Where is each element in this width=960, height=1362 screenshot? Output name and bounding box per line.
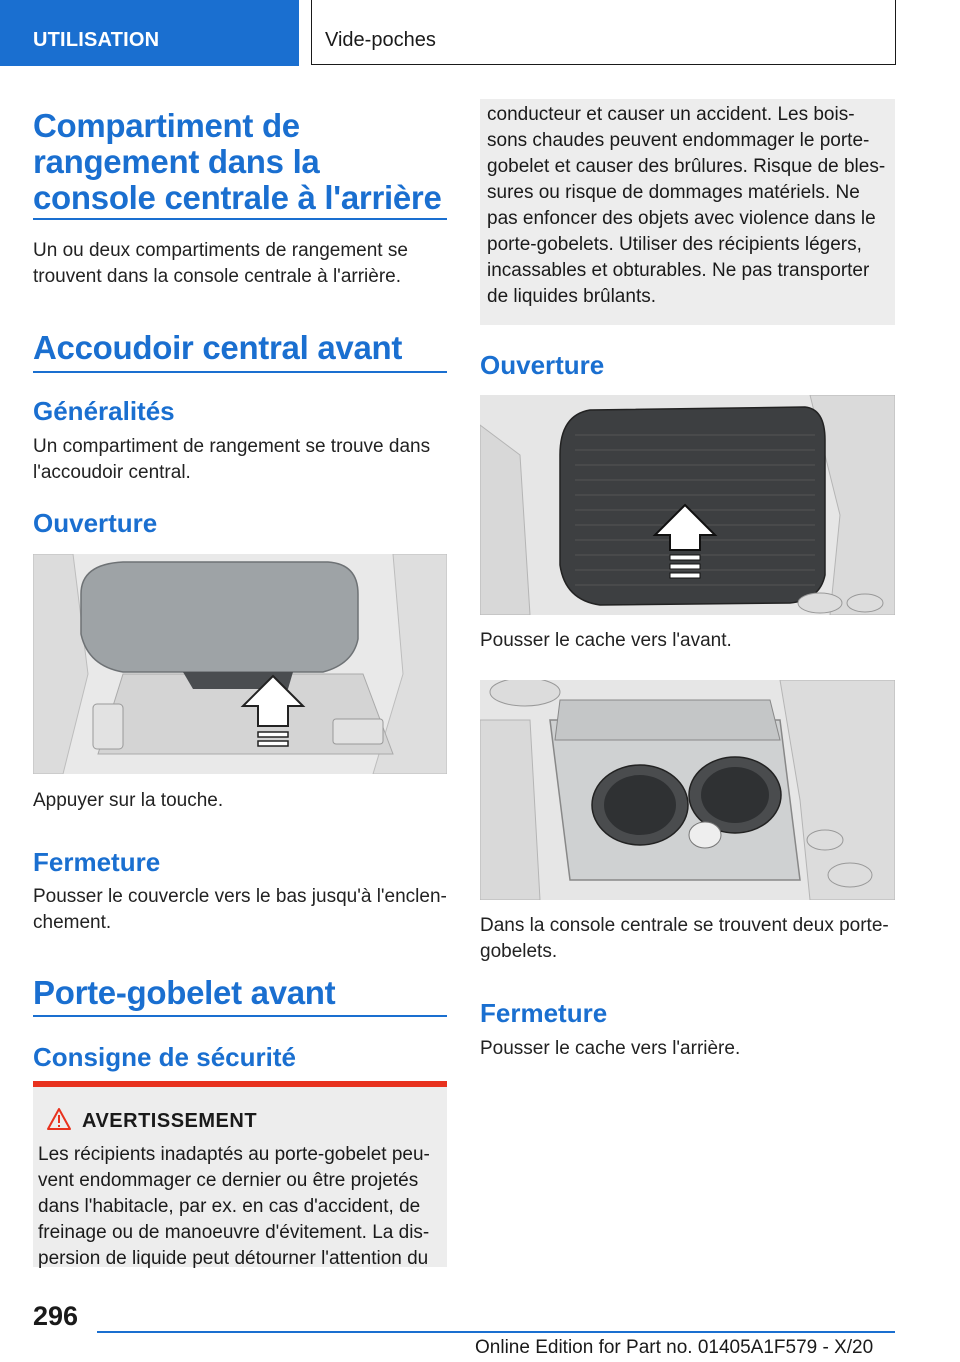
paragraph-closing: Pousser le couvercle vers le bas jusqu'à l'enclen-chement. xyxy=(33,886,447,933)
armrest-drawing xyxy=(33,554,447,774)
subheading-closing: Fermeture xyxy=(33,847,161,877)
caption-armrest: Appuyer sur la touche. xyxy=(33,790,224,811)
heading-rear-console: Compartiment de rangement dans la console centrale à l'arrière xyxy=(33,107,442,216)
footer-rule xyxy=(97,1331,895,1333)
warning-text-part1: Les récipients inadaptés au porte-gobelet peu-vent endommager ce dernier ou être projetés dans l'habitacle, par ex. en cas d'accident, de freinage ou de manoeuvre d'évitement. La dis-persion de liquide peut détourner l'attention du xyxy=(38,1144,430,1269)
heading-armrest: Accoudoir central avant xyxy=(33,329,403,366)
heading-cupholder: Porte-gobelet avant xyxy=(33,974,336,1011)
subheading-opening-right: Ouverture xyxy=(480,350,605,380)
subheading-closing-right: Fermeture xyxy=(480,998,608,1028)
paragraph-closing-right: Pousser le cache vers l'arrière. xyxy=(480,1038,741,1059)
armrest-illustration xyxy=(33,554,447,774)
heading-rule xyxy=(33,371,447,373)
chapter-tab xyxy=(0,0,299,66)
subheading-opening: Ouverture xyxy=(33,508,158,538)
heading-rule xyxy=(33,218,447,220)
subheading-safety: Consigne de sécurité xyxy=(33,1042,296,1072)
warning-triangle-icon xyxy=(46,1107,72,1131)
warning-title: AVERTISSEMENT xyxy=(82,1110,258,1132)
console-cover-illustration xyxy=(480,395,895,615)
console-cover-drawing xyxy=(480,395,895,615)
page-number: 296 xyxy=(33,1301,79,1331)
section-tab xyxy=(311,0,896,65)
cupholders-drawing xyxy=(480,680,895,900)
caption-cupholders: Dans la console centrale se trouvent deux porte-gobelets. xyxy=(480,915,889,962)
caption-cover: Pousser le cache vers l'avant. xyxy=(480,630,732,651)
warning-text-part2: conducteur et causer un accident. Les bois-sons chaudes peuvent endommager le porte-gobelet et causer des brûlures. Risque de bles-sures ou risque de dommages matériels. Ne pas enfoncer des objets avec violence dans le porte-gobelets. Utiliser des récipients légers, incassables et obturables. Ne pas transporter de liquides brûlants. xyxy=(487,104,886,307)
warning-bar xyxy=(33,1081,447,1087)
edition-note: Online Edition for Part no. 01405A1F579 - X/20 xyxy=(475,1337,874,1358)
paragraph-rear-console: Un ou deux compartiments de rangement se trouvent dans la console centrale à l'arrière. xyxy=(33,240,408,287)
subheading-general: Généralités xyxy=(33,396,175,426)
section-label: Vide-poches xyxy=(325,29,436,51)
paragraph-general: Un compartiment de rangement se trouve dans l'accoudoir central. xyxy=(33,436,431,483)
chapter-label: UTILISATION xyxy=(33,29,160,51)
heading-rule xyxy=(33,1015,447,1017)
cupholders-illustration xyxy=(480,680,895,900)
